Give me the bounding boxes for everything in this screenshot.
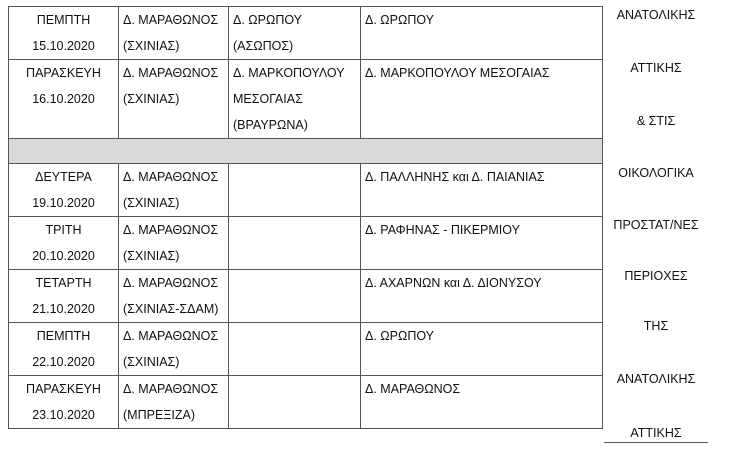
zone-cell <box>229 60 361 139</box>
area-line: (ΣΧΙΝΙΑΣ) <box>123 249 180 263</box>
date-label: 20.10.2020 <box>32 249 95 263</box>
zone-cell <box>229 270 361 323</box>
date-label: 23.10.2020 <box>32 408 95 422</box>
region-text-line: ΠΡΟΣΤΑΤ/ΝΕΣ <box>613 218 699 232</box>
schedule-table-wrap <box>8 6 603 429</box>
municipality-label: Δ. ΩΡΩΠΟΥ <box>365 13 435 27</box>
day-cell <box>9 323 119 376</box>
area-line: Δ. ΜΑΡΑΘΩΝΟΣ <box>123 223 219 237</box>
region-text-line: ΑΤΤΙΚΗΣ <box>630 61 682 75</box>
area-line: (ΜΠΡΕΞΙΖΑ) <box>123 408 196 422</box>
area-line: Δ. ΜΑΡΑΘΩΝΟΣ <box>123 66 219 80</box>
zone-cell <box>229 376 361 429</box>
area-line: (ΣΧΙΝΙΑΣ) <box>123 92 180 106</box>
area-line: (ΣΧΙΝΙΑΣ-ΣΔΑΜ) <box>123 302 219 316</box>
table-row <box>9 7 603 60</box>
zone-cell <box>229 164 361 217</box>
date-label: 21.10.2020 <box>32 302 95 316</box>
municipality-label: Δ. ΩΡΩΠΟΥ <box>365 329 435 343</box>
table-row <box>9 60 603 139</box>
municipality-label: Δ. ΡΑΦΗΝΑΣ - ΠΙΚΕΡΜΙΟΥ <box>365 223 520 237</box>
region-text-line: ΠΕΡΙΟΧΕΣ <box>624 269 688 283</box>
area-cell <box>119 323 229 376</box>
zone-line: Δ. ΩΡΩΠΟΥ <box>233 13 303 27</box>
region-text-line: ΑΝΑΤΟΛΙΚΗΣ <box>616 372 696 386</box>
area-line: Δ. ΜΑΡΑΘΩΝΟΣ <box>123 13 219 27</box>
area-cell <box>119 270 229 323</box>
area-line: Δ. ΜΑΡΑΘΩΝΟΣ <box>123 276 219 290</box>
day-cell <box>9 164 119 217</box>
municipality-cell <box>361 323 603 376</box>
zone-line: (ΒΡΑΥΡΩΝΑ) <box>233 118 308 132</box>
area-line: (ΣΧΙΝΙΑΣ) <box>123 355 180 369</box>
zone-cell <box>229 323 361 376</box>
table-row <box>9 217 603 270</box>
day-label: ΠΕΜΠΤΗ <box>36 329 91 343</box>
separator-row <box>9 139 603 164</box>
zone-line: (ΑΣΩΠΟΣ) <box>233 39 294 53</box>
day-label: ΔΕΥΤΕΡΑ <box>35 170 92 184</box>
separator-cell <box>9 139 603 164</box>
area-line: Δ. ΜΑΡΑΘΩΝΟΣ <box>123 329 219 343</box>
zone-cell <box>229 217 361 270</box>
area-cell <box>119 7 229 60</box>
region-text-line: ΟΙΚΟΛΟΓΙΚΑ <box>618 166 694 180</box>
region-column <box>604 6 708 443</box>
day-label: ΠΕΜΠΤΗ <box>36 13 91 27</box>
municipality-cell <box>361 376 603 429</box>
municipality-cell <box>361 217 603 270</box>
municipality-cell <box>361 7 603 60</box>
area-cell <box>119 376 229 429</box>
area-cell <box>119 164 229 217</box>
table-row <box>9 376 603 429</box>
date-label: 19.10.2020 <box>32 196 95 210</box>
day-label: ΠΑΡΑΣΚΕΥΗ <box>26 382 101 396</box>
day-label: ΠΑΡΑΣΚΕΥΗ <box>26 66 101 80</box>
area-cell <box>119 217 229 270</box>
municipality-label: Δ. ΑΧΑΡΝΩΝ και Δ. ΔΙΟΝΥΣΟΥ <box>365 276 542 290</box>
zone-line: ΜΕΣΟΓΑΙΑΣ <box>233 92 303 106</box>
municipality-label: Δ. ΜΑΡΑΘΩΝΟΣ <box>365 382 461 396</box>
schedule-table <box>8 6 603 429</box>
municipality-label: Δ. ΜΑΡΚΟΠΟΥΛΟΥ ΜΕΣΟΓΑΙΑΣ <box>365 66 550 80</box>
area-line: (ΣΧΙΝΙΑΣ) <box>123 39 180 53</box>
region-text-line: ΤΗΣ <box>643 319 669 333</box>
area-line: Δ. ΜΑΡΑΘΩΝΟΣ <box>123 382 219 396</box>
area-cell <box>119 60 229 139</box>
table-row <box>9 270 603 323</box>
table-row <box>9 164 603 217</box>
date-label: 22.10.2020 <box>32 355 95 369</box>
day-cell <box>9 7 119 60</box>
municipality-cell <box>361 164 603 217</box>
zone-cell <box>229 7 361 60</box>
municipality-cell <box>361 60 603 139</box>
region-text-line: ΑΝΑΤΟΛΙΚΗΣ <box>616 8 696 22</box>
day-cell <box>9 60 119 139</box>
table-row <box>9 323 603 376</box>
municipality-label: Δ. ΠΑΛΛΗΝΗΣ και Δ. ΠΑΙΑΝΙΑΣ <box>365 170 545 184</box>
region-text-line: ΑΤΤΙΚΗΣ <box>630 426 682 440</box>
area-line: (ΣΧΙΝΙΑΣ) <box>123 196 180 210</box>
day-cell <box>9 270 119 323</box>
date-label: 16.10.2020 <box>32 92 95 106</box>
day-label: ΤΡΙΤΗ <box>45 223 82 237</box>
day-cell <box>9 376 119 429</box>
zone-line: Δ. ΜΑΡΚΟΠΟΥΛΟΥ <box>233 66 345 80</box>
municipality-cell <box>361 270 603 323</box>
day-cell <box>9 217 119 270</box>
region-text-line: & ΣΤΙΣ <box>636 114 676 128</box>
day-label: ΤΕΤΑΡΤΗ <box>35 276 92 290</box>
area-line: Δ. ΜΑΡΑΘΩΝΟΣ <box>123 170 219 184</box>
date-label: 15.10.2020 <box>32 39 95 53</box>
schedule-table-body <box>9 7 603 429</box>
